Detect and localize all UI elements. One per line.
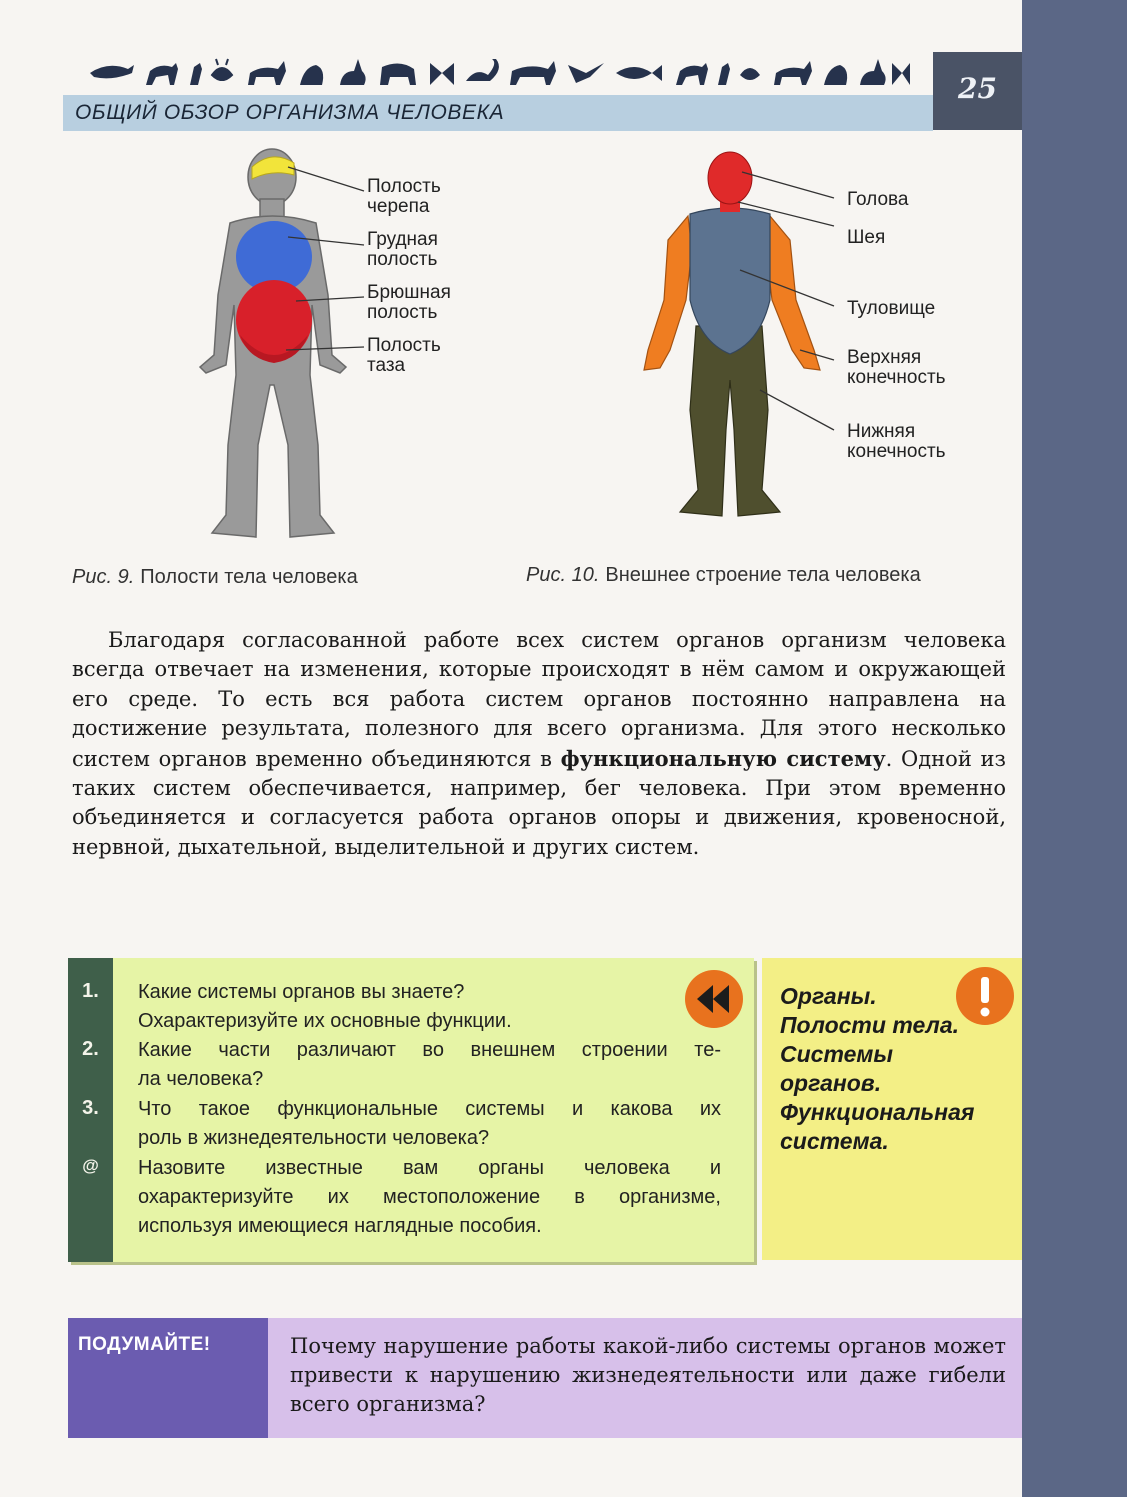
- question-3-line-1: Что такое функциональные системы и какова их: [138, 1098, 721, 1120]
- key-term: Полости тела.: [780, 1012, 960, 1038]
- monkey-icon-2: [824, 65, 847, 85]
- label-abdominal-cavity: Брюшная полость: [367, 282, 451, 323]
- dolphin-icon: [90, 65, 134, 78]
- fish-icon: [616, 65, 662, 81]
- key-terms-box: [762, 958, 1022, 1260]
- bird-icon: [190, 63, 202, 85]
- label-chest-cavity: Грудная полость: [367, 229, 438, 270]
- insect-icon-2: [740, 68, 760, 80]
- think-question: Почему нарушение работы какой-либо системы органов может привести к нарушению жизнедеятельности или даже гибели всего организма?: [290, 1334, 1006, 1416]
- swallow-icon: [568, 63, 604, 83]
- paragraph-part-1: Благодаря согласованной работе всех систем органов организм человека всегда отвечает на изменения, которые происходят в нём самом и окружающей его среде. То есть вся работа систем органов постоянно направлена на достижение результата, полезного для всего организма. Для этого несколько систем органов временно объединяются в: [72, 628, 1006, 771]
- wolf-icon-2: [676, 63, 708, 85]
- butterfly-icon: [430, 63, 454, 85]
- figure-10-caption-text: Внешнее строение тела человека: [605, 564, 921, 586]
- chapter-header-bar: [63, 95, 933, 131]
- question-3-line-2: роль в жизнедеятельности человека?: [138, 1127, 490, 1149]
- deer-icon-2: [774, 61, 812, 85]
- figure-9-caption-text: Полости тела человека: [140, 566, 358, 588]
- key-terms-list: [780, 982, 974, 1156]
- head: [708, 152, 752, 204]
- rabbit-icon: [340, 59, 366, 85]
- butterfly-icon-2: [892, 63, 910, 85]
- key-term: органов.: [780, 1070, 882, 1096]
- insect-icon: [212, 59, 232, 80]
- label-pelvic-cavity: Полость таза: [367, 335, 441, 376]
- rewind-icon: [683, 968, 745, 1030]
- question-4-line-2: охарактеризуйте их местоположение в организме,: [138, 1186, 721, 1208]
- main-paragraph: [72, 626, 1006, 862]
- figure-10-caption: [526, 564, 921, 587]
- question-1-line-2: Охарактеризуйте их основные функции.: [138, 1010, 512, 1032]
- rabbit-icon-2: [860, 59, 886, 85]
- chapter-title: ОБЩИЙ ОБЗОР ОРГАНИЗМА ЧЕЛОВЕКА: [75, 101, 505, 124]
- animal-silhouettes-ornament: [90, 55, 910, 91]
- bison-icon: [380, 63, 416, 85]
- label-upper-limb: Верхняя конечность: [847, 347, 946, 388]
- figure-9-caption: [72, 566, 358, 589]
- page-number-box: [933, 52, 1022, 130]
- scorpion-icon: [466, 59, 499, 81]
- figure-10: [630, 150, 990, 530]
- key-term: Функциональная: [780, 1099, 975, 1125]
- label-skull-cavity: Полость черепа: [367, 176, 441, 217]
- question-2-line-1: Какие части различают во внешнем строении те-: [138, 1039, 721, 1061]
- think-label-box: [68, 1318, 268, 1438]
- question-4-line-1: Назовите известные вам органы человека и: [138, 1157, 721, 1179]
- label-lower-limb: Нижняя конечность: [847, 421, 946, 462]
- side-color-strip: [1022, 0, 1127, 1497]
- key-term: система.: [780, 1128, 889, 1154]
- question-number: 2.: [82, 1038, 99, 1060]
- label-head: Голова: [847, 189, 909, 210]
- think-label: ПОДУМАЙТЕ!: [78, 1334, 211, 1355]
- question-number: 3.: [82, 1097, 99, 1119]
- question-4-line-3: используя имеющиеся наглядные пособия.: [138, 1215, 542, 1237]
- deer-icon: [248, 61, 286, 85]
- label-neck: Шея: [847, 227, 886, 248]
- key-term: Органы.: [780, 983, 877, 1009]
- bird-icon-2: [718, 63, 730, 85]
- horse-icon: [510, 61, 556, 85]
- term-functional-system: функциональную систему: [560, 745, 886, 771]
- figure-9-caption-prefix: Рис. 9.: [72, 566, 135, 588]
- label-torso: Туловище: [847, 298, 936, 319]
- wolf-icon: [146, 63, 178, 85]
- think-box: [68, 1318, 1022, 1438]
- questions-box: [68, 958, 754, 1262]
- page-number: 25: [958, 72, 997, 105]
- question-2-line-2: ла человека?: [138, 1068, 264, 1090]
- question-number: 1.: [82, 980, 99, 1002]
- paragraph-part-2: . Одной из таких систем обеспечивается, например, бег человека. При этом временно объединяется и согласуется работа органов опоры и движения, кровеносной, нервной, дыхательной, выделительной и других систем.: [72, 746, 1006, 859]
- question-number-at: @: [82, 1156, 99, 1175]
- key-term: Системы: [780, 1041, 894, 1067]
- exclamation-icon: [954, 965, 1016, 1027]
- monkey-icon: [300, 65, 323, 85]
- figure-9: [160, 145, 490, 545]
- figure-10-caption-prefix: Рис. 10.: [526, 564, 600, 586]
- question-1-line-1: Какие системы органов вы знаете?: [138, 981, 465, 1003]
